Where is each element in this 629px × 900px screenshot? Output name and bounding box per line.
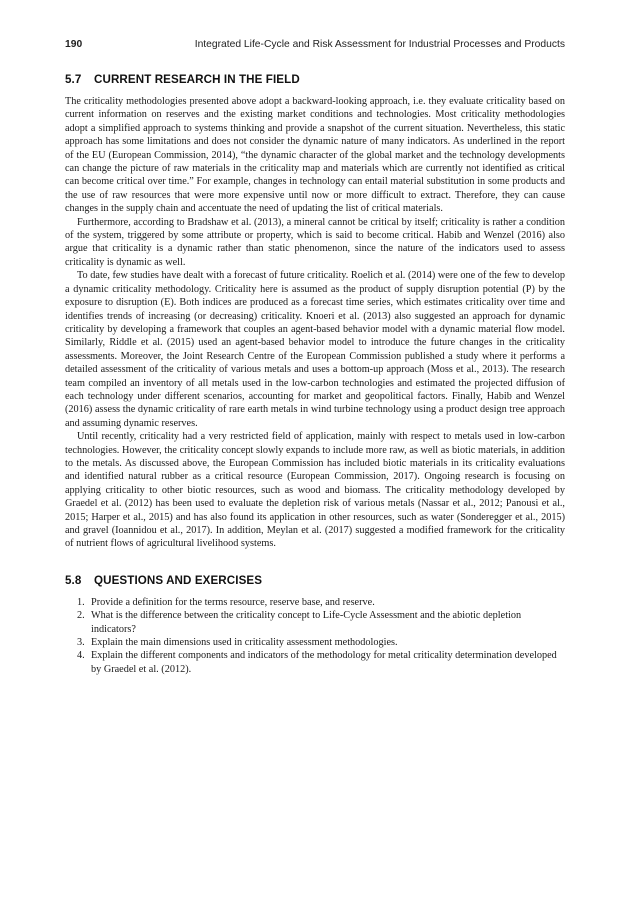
- section-heading-current-research: [65, 72, 565, 87]
- book-page: [65, 38, 565, 676]
- list-item: [77, 596, 565, 609]
- section-heading-questions: [65, 573, 565, 588]
- section-title: QUESTIONS AND EXERCISES: [94, 573, 263, 587]
- section-body-current-research: [65, 95, 565, 551]
- list-item: [77, 609, 565, 636]
- paragraph: Furthermore, according to Bradshaw et al. (2013), a mineral cannot be critical by itself; criticality is rather a condition of the system, triggered by some attribute or property, which is said to become critical. Habib and Wenzel (2016) also argue that criticality is a dynamic rather than static phenomenon, since the nature of the indicators used to assess criticality is dynamic as well.: [65, 216, 565, 268]
- section-number: 5.7: [65, 73, 82, 86]
- paragraph: The criticality methodologies presented above adopt a backward-looking approach, i.e. they evaluate criticality based on current information on reserves and the existing market conditions and technologies. Most criticality methodologies adopt a simplified approach to systems thinking and provide a snapshot of the current situation. Nevertheless, this static approach has some limitations and does not consider the dynamic nature of many indicators. As underlined in the report of the EU (European Commission, 2014), “the dynamic character of the global market and the technology developments can change the picture of raw materials in the criticality map and materials which are currently not identified as critical can become critical over time.” For example, changes in technology can entail material substitution in some products and the use of raw resources that were more expensive until now or more difficult to extract. Therefore, they can cause changes in the supply chain and accentuate the need of updating the list of critical materials.: [65, 96, 565, 215]
- paragraph: To date, few studies have dealt with a forecast of future criticality. Roelich et al. (2014) were one of the few to develop a dynamic criticality methodology. Criticality here is assumed as the product of supply disruption potential (P) by the exposure to disruption (E). Both indices are produced as a forecast time series, which estimates criticality over time and identifies trends of increasing (or decreasing) criticality. Knoeri et al. (2013) also suggested an approach for dynamic criticality by developing a framework that couples an agent-based behavior model with a dynamic material flow model. Similarly, Riddle et al. (2015) used an agent-based behavior model to introduce the future changes in the criticality assessments. Moreover, the Joint Research Centre of the European Commission published a study where it performs a detailed assessment of the criticality of various metals and uses a bottom-up approach (Moss et al., 2013). The research team compiled an inventory of all metals used in the low-carbon technologies and estimated the projected diffusion of each technology under different scenarios, accounting for market and geopolitical factors. Finally, Habib and Wenzel (2016) assess the dynamic criticality of rare earth metals in wind turbine technology using a product design tree approach and assuming dynamic reserves.: [65, 270, 565, 429]
- page-number: 190: [65, 39, 83, 50]
- questions-list: [65, 596, 565, 676]
- list-item: [77, 636, 565, 649]
- question-number: 1.: [77, 596, 85, 608]
- running-title: Integrated Life-Cycle and Risk Assessment for Industrial Processes and Products: [194, 39, 565, 50]
- question-text: What is the difference between the criticality concept to Life-Cycle Assessment and the abiotic depletion indicators?: [91, 610, 522, 635]
- question-number: 4.: [77, 650, 85, 662]
- question-text: Explain the different components and indicators of the methodology for metal criticality determination developed by Graedel et al. (2012).: [91, 650, 557, 675]
- section-number: 5.8: [65, 573, 82, 587]
- section-title: CURRENT RESEARCH IN THE FIELD: [94, 73, 300, 86]
- question-text: Provide a definition for the terms resource, reserve base, and reserve.: [91, 596, 375, 608]
- question-number: 3.: [77, 637, 85, 649]
- question-text: Explain the main dimensions used in criticality assessment methodologies.: [91, 637, 398, 649]
- list-item: [77, 649, 565, 676]
- question-number: 2.: [77, 610, 85, 622]
- running-header: [65, 38, 565, 52]
- paragraph: Until recently, criticality had a very restricted field of application, mainly with respect to metals used in low-carbon technologies. However, the criticality concept slowly expands to include more raw, as well as biotic materials, in addition to the metals. As discussed above, the European Commission has included biotic materials in its criticality evaluations and identified natural rubber as a critical resource (European Commission, 2017). Ongoing research is focusing on applying criticality to other biotic resources, such as wood and biomass. The criticality methodology developed by Graedel et al. (2012) has been used to evaluate the depletion risk of various metals (Nassar et al., 2012; Panousi et al., 2015; Harper et al., 2015) and has also found its application in other resources, such as water (Sonderegger et al., 2015) and gravel (Ioannidou et al., 2017). In addition, Meylan et al. (2017) suggested a modified framework for the criticality of nutrient flows of agricultural livelihood systems.: [65, 431, 565, 550]
